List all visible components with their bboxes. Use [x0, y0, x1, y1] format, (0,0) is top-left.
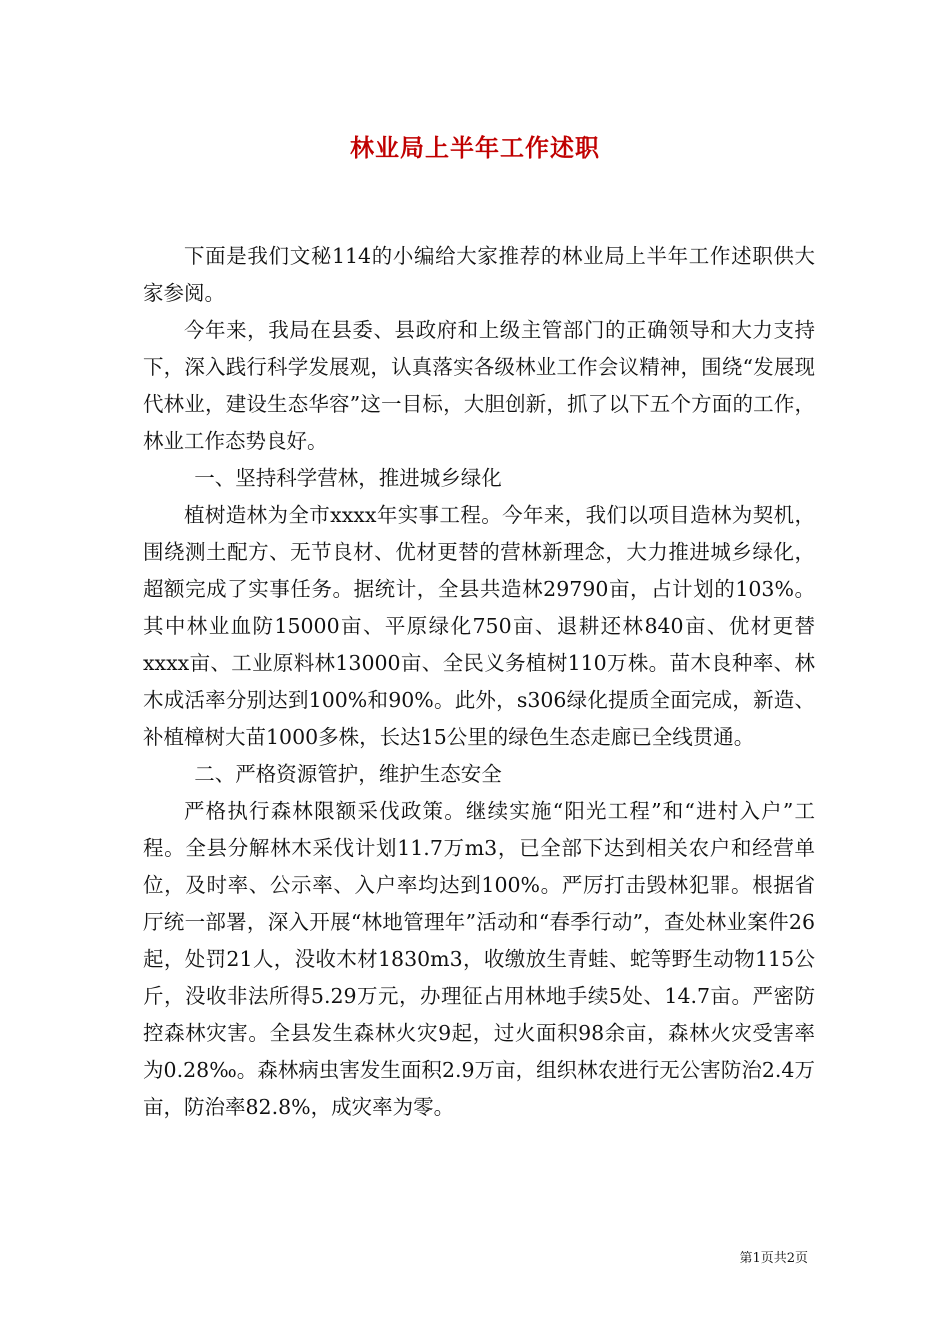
document-body	[143, 238, 815, 1126]
paragraph-resource-protection: 严格执行森林限额采伐政策。继续实施“阳光工程”和“进村入户”工程。全县分解林木采伐计划11.7万m3，已全部下达到相关农户和经营单位，及时率、公示率、入户率均达到100%。严厉打击毁林犯罪。根据省厅统一部署，深入开展“林地管理年”活动和“春季行动”，查处林业案件26起，处罚21人，没收木材1830m3，收缴放生青蛙、蛇等野生动物115公斤，没收非法所得5.29万元，办理征占用林地手续5处、14.7亩。严密防控森林灾害。全县发生森林火灾9起，过火面积98余亩，森林火灾受害率为0.28‰。森林病虫害发生面积2.9万亩，组织林农进行无公害防治2.4万亩，防治率82.8%，成灾率为零。	[143, 799, 815, 1119]
paragraph-afforestation: 植树造林为全市xxxx年实事工程。今年来，我们以项目造林为契机，围绕测土配方、无节良材、优材更替的营林新理念，大力推进城乡绿化，超额完成了实事任务。据统计，全县共造林29790亩，占计划的103%。其中林业血防15000亩、平原绿化750亩、退耕还林840亩、优材更替xxxx亩、工业原料林13000亩、全民义务植树110万株。苗木良种率、林木成活率分别达到100%和90%。此外，s306绿化提质全面完成，新造、补植樟树大苗1000多株，长达15公里的绿色生态走廊已全线贯通。	[143, 503, 815, 749]
document-title: 林业局上半年工作述职	[350, 133, 600, 162]
paragraph-intro: 下面是我们文秘114的小编给大家推荐的林业局上半年工作述职供大家参阅。	[143, 244, 815, 305]
paragraph-overview: 今年来，我局在县委、县政府和上级主管部门的正确领导和大力支持下，深入践行科学发展观，认真落实各级林业工作会议精神，围绕“发展现代林业，建设生态华容”这一目标，大胆创新，抓了以下五个方面的工作，林业工作态势良好。	[143, 318, 815, 453]
page-number: 第1页共2页	[739, 1251, 808, 1266]
section-heading-2: 二、严格资源管护，维护生态安全	[194, 762, 502, 786]
section-heading-1: 一、坚持科学营林，推进城乡绿化	[194, 466, 502, 490]
